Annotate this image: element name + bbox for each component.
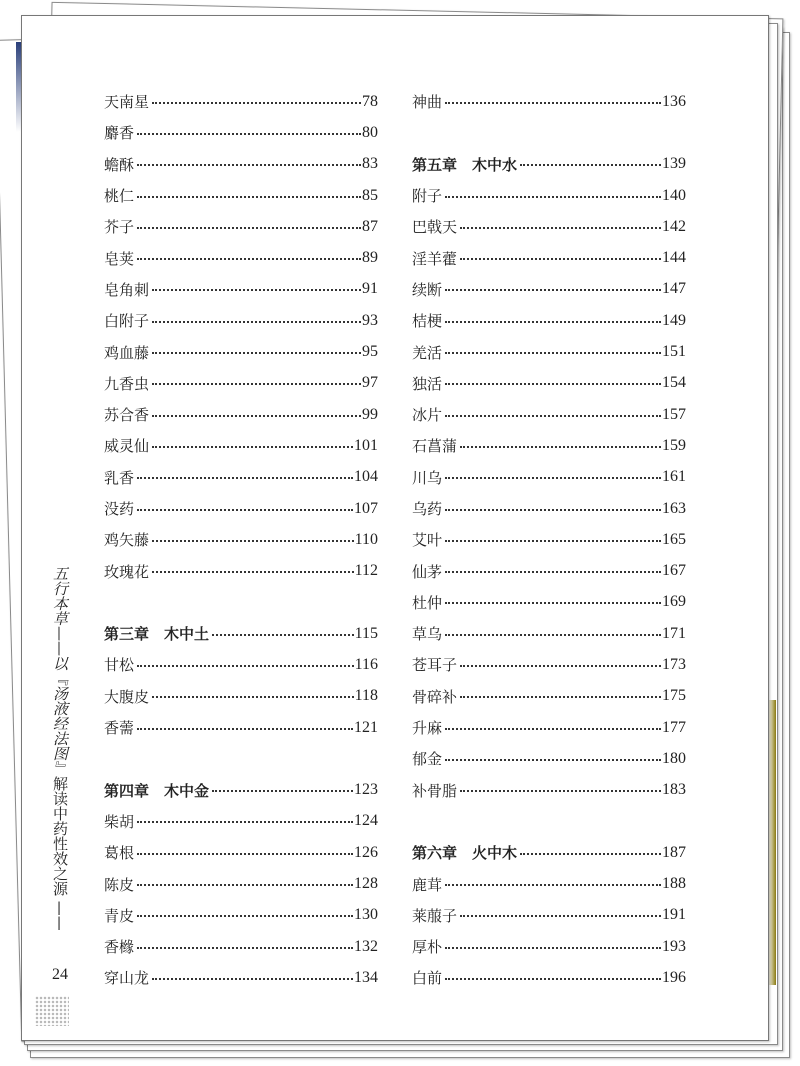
toc-entry bbox=[104, 712, 378, 743]
entry-page: 139 bbox=[662, 155, 686, 173]
entry-page: 107 bbox=[354, 499, 378, 517]
toc-chapter-entry bbox=[104, 618, 378, 649]
toc-entry bbox=[104, 837, 378, 868]
entry-page: 132 bbox=[354, 937, 378, 955]
dot-leader bbox=[137, 196, 361, 198]
entry-title: 芥子 bbox=[104, 218, 135, 237]
entry-page: 163 bbox=[662, 499, 686, 517]
toc-entry bbox=[412, 305, 686, 336]
entry-page: 99 bbox=[362, 405, 378, 423]
entry-page: 85 bbox=[362, 186, 378, 204]
entry-title: 独活 bbox=[412, 374, 443, 393]
entry-title: 白前 bbox=[412, 969, 443, 988]
toc-entry bbox=[412, 180, 686, 211]
entry-title: 皂角刺 bbox=[104, 280, 150, 299]
dot-leader bbox=[152, 540, 354, 542]
toc-entry bbox=[412, 962, 686, 993]
entry-title: 天南星 bbox=[104, 93, 150, 112]
entry-title: 石菖蒲 bbox=[412, 437, 458, 456]
entry-page: 161 bbox=[662, 468, 686, 486]
entry-title: 第六章 火中木 bbox=[412, 844, 518, 863]
dot-leader bbox=[460, 258, 661, 260]
toc-entry bbox=[412, 555, 686, 586]
entry-title: 香薷 bbox=[104, 719, 135, 738]
dot-leader bbox=[137, 821, 353, 823]
entry-title: 厚朴 bbox=[412, 938, 443, 957]
entry-title: 蟾酥 bbox=[104, 155, 135, 174]
entry-title: 大腹皮 bbox=[104, 687, 150, 706]
toc-entry bbox=[104, 180, 378, 211]
dot-leader bbox=[445, 321, 661, 323]
dot-leader bbox=[137, 227, 361, 229]
entry-page: 118 bbox=[354, 687, 378, 705]
dot-leader bbox=[137, 853, 353, 855]
dot-leader bbox=[137, 665, 354, 667]
toc-entry bbox=[104, 336, 378, 367]
toc-entry bbox=[412, 242, 686, 273]
dot-leader bbox=[152, 321, 361, 323]
entry-page: 191 bbox=[662, 906, 686, 924]
entry-title: 没药 bbox=[104, 500, 135, 518]
dot-leader bbox=[152, 571, 354, 573]
entry-page: 97 bbox=[362, 374, 378, 392]
entry-title: 川乌 bbox=[412, 468, 443, 487]
toc-entry bbox=[412, 493, 686, 524]
entry-page: 93 bbox=[362, 311, 378, 329]
dot-leader bbox=[212, 634, 354, 636]
toc-entry bbox=[412, 743, 686, 774]
toc-entry bbox=[412, 336, 686, 367]
toc-entry bbox=[104, 368, 378, 399]
decorative-ornament bbox=[35, 996, 69, 1026]
entry-title: 柴胡 bbox=[104, 812, 135, 831]
entry-title: 桔梗 bbox=[412, 312, 443, 331]
entry-page: 126 bbox=[354, 843, 378, 861]
entry-title: 青皮 bbox=[104, 906, 135, 925]
entry-title: 白附子 bbox=[104, 312, 150, 331]
dot-leader bbox=[445, 759, 661, 761]
entry-title: 郁金 bbox=[412, 750, 443, 769]
entry-title: 巴戟天 bbox=[412, 218, 458, 237]
dot-leader bbox=[445, 602, 661, 604]
entry-page: 89 bbox=[362, 249, 378, 267]
toc-entry bbox=[412, 618, 686, 649]
toc-entry bbox=[104, 274, 378, 305]
dot-leader bbox=[520, 164, 661, 166]
entry-page: 151 bbox=[662, 343, 686, 361]
entry-page: 128 bbox=[354, 875, 378, 893]
toc-entry bbox=[412, 86, 686, 117]
dot-leader bbox=[152, 446, 353, 448]
toc-entry bbox=[104, 931, 378, 962]
entry-title: 淫羊藿 bbox=[412, 249, 458, 268]
dot-leader bbox=[445, 509, 661, 511]
dot-leader bbox=[445, 540, 661, 542]
entry-page: 188 bbox=[662, 875, 686, 893]
toc-entry bbox=[412, 368, 686, 399]
dot-leader bbox=[152, 102, 361, 104]
entry-page: 78 bbox=[362, 92, 378, 110]
entry-page: 173 bbox=[662, 655, 686, 673]
toc-entry bbox=[104, 211, 378, 242]
dot-leader bbox=[152, 978, 353, 980]
entry-title: 威灵仙 bbox=[104, 437, 150, 456]
entry-title: 神曲 bbox=[412, 93, 443, 112]
entry-title: 仙茅 bbox=[412, 562, 443, 581]
entry-title: 香橼 bbox=[104, 938, 135, 957]
entry-title: 莱菔子 bbox=[412, 906, 458, 925]
toc-entry bbox=[104, 242, 378, 273]
toc-entry bbox=[412, 462, 686, 493]
dot-leader bbox=[460, 696, 661, 698]
toc-entry bbox=[104, 149, 378, 180]
dot-leader bbox=[152, 289, 361, 291]
entry-page: 149 bbox=[662, 311, 686, 329]
dot-leader bbox=[212, 790, 353, 792]
entry-page: 196 bbox=[662, 968, 686, 986]
entry-page: 144 bbox=[662, 249, 686, 267]
toc-entry bbox=[104, 117, 378, 148]
entry-title: 桃仁 bbox=[104, 187, 135, 206]
entry-title: 鹿茸 bbox=[412, 875, 443, 894]
entry-title: 皂荚 bbox=[104, 249, 135, 268]
dot-leader bbox=[152, 415, 361, 417]
entry-page: 187 bbox=[662, 843, 686, 861]
entry-page: 95 bbox=[362, 343, 378, 361]
entry-title: 附子 bbox=[412, 187, 443, 206]
entry-title: 乳香 bbox=[104, 468, 135, 487]
entry-page: 116 bbox=[354, 655, 378, 673]
dot-leader bbox=[137, 477, 353, 479]
entry-page: 154 bbox=[662, 374, 686, 392]
toc-entry bbox=[412, 681, 686, 712]
dot-leader bbox=[445, 947, 661, 949]
dot-leader bbox=[520, 853, 661, 855]
dot-leader bbox=[445, 634, 661, 636]
entry-title: 鸡血藤 bbox=[104, 343, 150, 362]
entry-page: 193 bbox=[662, 937, 686, 955]
dot-leader bbox=[445, 571, 661, 573]
entry-title: 补骨脂 bbox=[412, 781, 458, 800]
entry-page: 180 bbox=[662, 749, 686, 767]
entry-page: 80 bbox=[362, 123, 378, 141]
entry-page: 110 bbox=[354, 530, 378, 548]
dot-leader bbox=[460, 227, 661, 229]
toc-gap bbox=[412, 117, 686, 148]
dot-leader bbox=[152, 696, 354, 698]
entry-title: 九香虫 bbox=[104, 374, 150, 393]
toc-entry bbox=[104, 430, 378, 461]
entry-page: 112 bbox=[354, 562, 378, 580]
toc-entry bbox=[412, 900, 686, 931]
toc-chapter-entry bbox=[412, 149, 686, 180]
toc-entry bbox=[104, 399, 378, 430]
dot-leader bbox=[445, 477, 661, 479]
dot-leader bbox=[460, 790, 661, 792]
dot-leader bbox=[445, 196, 661, 198]
entry-page: 167 bbox=[662, 562, 686, 580]
dot-leader bbox=[445, 102, 661, 104]
toc-entry bbox=[412, 587, 686, 618]
toc-gap bbox=[104, 743, 378, 774]
toc-entry bbox=[412, 399, 686, 430]
entry-page: 175 bbox=[662, 687, 686, 705]
toc-entry bbox=[104, 649, 378, 680]
entry-page: 157 bbox=[662, 405, 686, 423]
dot-leader bbox=[460, 665, 661, 667]
entry-title: 羌活 bbox=[412, 343, 443, 362]
dot-leader bbox=[445, 352, 661, 354]
entry-title: 第三章 木中土 bbox=[104, 625, 210, 644]
dot-leader bbox=[137, 947, 353, 949]
entry-page: 130 bbox=[354, 906, 378, 924]
dot-leader bbox=[137, 915, 353, 917]
entry-page: 183 bbox=[662, 781, 686, 799]
dot-leader bbox=[445, 383, 661, 385]
entry-page: 177 bbox=[662, 718, 686, 736]
toc-entry bbox=[104, 868, 378, 899]
entry-title: 艾叶 bbox=[412, 531, 443, 550]
entry-title: 甘松 bbox=[104, 656, 135, 675]
entry-title: 续断 bbox=[412, 280, 443, 299]
toc-entry bbox=[412, 775, 686, 806]
entry-title: 陈皮 bbox=[104, 875, 135, 894]
toc-entry bbox=[412, 712, 686, 743]
entry-title: 苍耳子 bbox=[412, 656, 458, 675]
dot-leader bbox=[137, 884, 353, 886]
dot-leader bbox=[137, 133, 361, 135]
toc-entry bbox=[412, 211, 686, 242]
toc-entry bbox=[104, 900, 378, 931]
cover-edge bbox=[768, 700, 776, 985]
entry-page: 123 bbox=[354, 781, 378, 799]
dot-leader bbox=[137, 728, 353, 730]
dot-leader bbox=[137, 509, 353, 511]
dot-leader bbox=[445, 884, 661, 886]
toc-entry bbox=[412, 931, 686, 962]
toc-entry bbox=[104, 462, 378, 493]
entry-title: 第四章 木中金 bbox=[104, 781, 210, 800]
entry-title: 玫瑰花 bbox=[104, 562, 150, 581]
running-title-part1: 五行本草——以『汤液经法图』 bbox=[51, 566, 69, 776]
entry-page: 87 bbox=[362, 217, 378, 235]
toc-entry bbox=[104, 555, 378, 586]
dot-leader bbox=[137, 164, 361, 166]
entry-title: 苏合香 bbox=[104, 406, 150, 425]
entry-page: 91 bbox=[362, 280, 378, 298]
toc-right-column bbox=[412, 86, 686, 994]
entry-title: 第五章 木中水 bbox=[412, 155, 518, 174]
toc-entry bbox=[412, 274, 686, 305]
entry-page: 169 bbox=[662, 593, 686, 611]
running-title bbox=[50, 566, 70, 936]
toc-chapter-entry bbox=[412, 837, 686, 868]
entry-page: 101 bbox=[354, 436, 378, 454]
entry-page: 142 bbox=[662, 217, 686, 235]
entry-title: 麝香 bbox=[104, 124, 135, 143]
entry-page: 136 bbox=[662, 92, 686, 110]
toc-entry bbox=[412, 868, 686, 899]
entry-page: 165 bbox=[662, 530, 686, 548]
toc-gap bbox=[104, 587, 378, 618]
entry-page: 83 bbox=[362, 155, 378, 173]
entry-title: 升麻 bbox=[412, 719, 443, 738]
entry-page: 140 bbox=[662, 186, 686, 204]
entry-title: 草乌 bbox=[412, 625, 443, 644]
toc-gap bbox=[412, 806, 686, 837]
dot-leader bbox=[445, 289, 661, 291]
dot-leader bbox=[445, 728, 661, 730]
toc-entry bbox=[412, 430, 686, 461]
toc-entry bbox=[104, 524, 378, 555]
entry-page: 159 bbox=[662, 436, 686, 454]
entry-page: 147 bbox=[662, 280, 686, 298]
dot-leader bbox=[152, 352, 361, 354]
toc-entry bbox=[104, 86, 378, 117]
entry-page: 124 bbox=[354, 812, 378, 830]
dot-leader bbox=[445, 415, 661, 417]
toc-left-column bbox=[104, 86, 378, 994]
entry-title: 葛根 bbox=[104, 844, 135, 863]
entry-page: 134 bbox=[354, 968, 378, 986]
toc-entry bbox=[104, 305, 378, 336]
dot-leader bbox=[137, 258, 361, 260]
dot-leader bbox=[460, 446, 661, 448]
entry-title: 骨碎补 bbox=[412, 687, 458, 706]
toc-entry bbox=[412, 524, 686, 555]
entry-page: 171 bbox=[662, 624, 686, 642]
dot-leader bbox=[460, 915, 661, 917]
toc-entry bbox=[104, 962, 378, 993]
toc-entry bbox=[412, 649, 686, 680]
entry-page: 115 bbox=[354, 624, 378, 642]
entry-title: 乌药 bbox=[412, 500, 443, 518]
toc-entry bbox=[104, 493, 378, 524]
dot-leader bbox=[152, 383, 361, 385]
toc-chapter-entry bbox=[104, 775, 378, 806]
entry-title: 杜仲 bbox=[412, 593, 443, 612]
running-title-part2: 解读中药性效之源 —— bbox=[51, 776, 69, 931]
entry-title: 穿山龙 bbox=[104, 969, 150, 988]
entry-page: 104 bbox=[354, 468, 378, 486]
entry-title: 冰片 bbox=[412, 406, 443, 425]
entry-title: 鸡矢藤 bbox=[104, 531, 150, 550]
entry-page: 121 bbox=[354, 718, 378, 736]
toc-entry bbox=[104, 681, 378, 712]
dot-leader bbox=[445, 978, 661, 980]
page-number: 24 bbox=[52, 966, 68, 983]
toc-entry bbox=[104, 806, 378, 837]
